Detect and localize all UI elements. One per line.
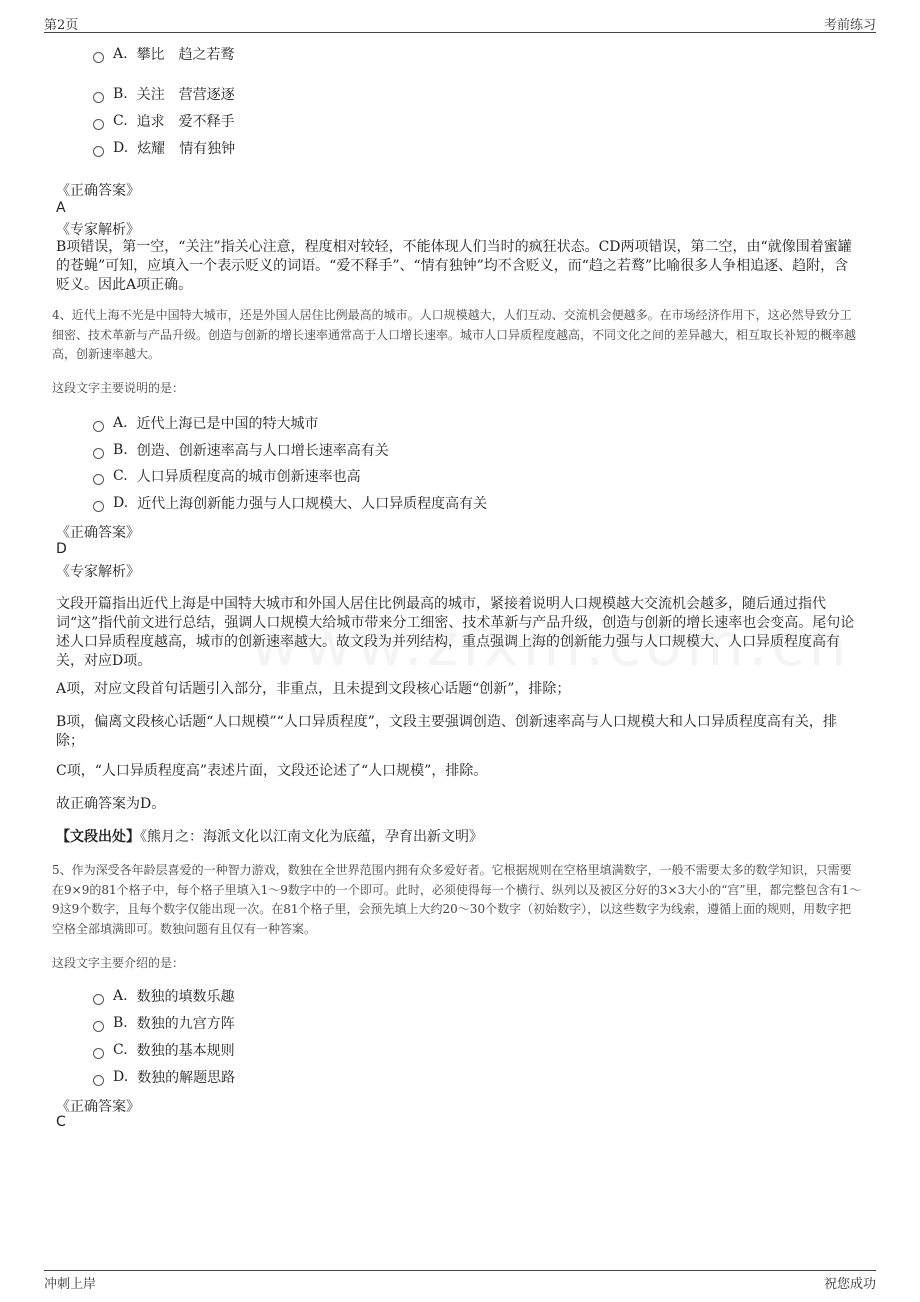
q4-option-d[interactable]: D. 近代上海创新能力强与人口规模大、人口异质程度高有关: [93, 493, 487, 513]
q4-analysis-p5: 故正确答案为D。: [56, 796, 166, 812]
q5-option-d[interactable]: D. 数独的解题思路: [93, 1067, 235, 1087]
q4-analysis-p3: B项，偏离文段核心话题“人口规模”“人口异质程度”，文段主要强调创造、创新速率高与人口规模大和人口异质程度高有关，排除；: [56, 714, 837, 749]
q4-answer: D: [56, 541, 67, 557]
q5-option-b[interactable]: B. 数独的九宫方阵: [93, 1013, 235, 1033]
q3-analysis: B项错误，第一空，“关注”指关心注意，程度相对较轻，不能体现人们当时的疯狂状态。CD两项错误，第二空，由“就像围着蜜罐的苍蝇”可知，应填入一个表示贬义的词语。“爱不释手”、“情有独钟”均不含贬义，而“趋之若鹜”比喻很多人争相追逐、趋附，含贬义。因此A项正确。: [56, 239, 852, 293]
q4-analysis-p2: A项，对应文段首句话题引入部分，非重点，且未提到文段核心话题“创新”，排除；: [56, 681, 571, 697]
q4-option-a[interactable]: A. 近代上海已是中国的特大城市: [93, 413, 319, 433]
q3-answer: A: [56, 200, 66, 216]
q4-source: [56, 828, 862, 847]
radio-icon[interactable]: [93, 994, 104, 1005]
radio-icon[interactable]: [93, 474, 104, 485]
q3-option-d[interactable]: D. 炫耀 情有独钟: [93, 138, 235, 158]
q4-answer-label: 《正确答案》: [56, 525, 140, 541]
q4-prompt: 这段文字主要说明的是：: [52, 381, 185, 395]
radio-icon[interactable]: [93, 119, 104, 130]
q5-option-a[interactable]: A. 数独的填数乐趣: [93, 986, 235, 1006]
q5-answer: C: [56, 1114, 66, 1130]
radio-icon[interactable]: [93, 92, 104, 103]
q4-analysis-label: 《专家解析》: [56, 564, 140, 580]
source-title: 《熊月之：海派文化以江南文化为底蕴，孕育出新文明》: [140, 829, 483, 845]
q5-answer-label: 《正确答案》: [56, 1099, 140, 1115]
radio-icon[interactable]: [93, 448, 104, 459]
q3-analysis-label: 《专家解析》: [56, 222, 140, 238]
radio-icon[interactable]: [93, 1021, 104, 1032]
radio-icon[interactable]: [93, 146, 104, 157]
footer-right: 祝您成功: [823, 1277, 876, 1292]
q3-option-b[interactable]: B. 关注 营营逐逐: [93, 84, 235, 104]
radio-icon[interactable]: [93, 501, 104, 512]
q4-option-c[interactable]: C. 人口异质程度高的城市创新速率也高: [93, 466, 361, 486]
q5-prompt: 这段文字主要介绍的是：: [52, 956, 185, 970]
header-title: 考前练习: [823, 18, 876, 33]
radio-icon[interactable]: [93, 1075, 104, 1086]
page-footer: [44, 1270, 876, 1293]
q3-answer-label: 《正确答案》: [56, 183, 140, 199]
q3-option-a[interactable]: A. 攀比 趋之若鹜: [93, 44, 235, 64]
q5-option-c[interactable]: C. 数独的基本规则: [93, 1040, 235, 1060]
footer-left: 冲刺上岸: [44, 1277, 97, 1292]
radio-icon[interactable]: [93, 1048, 104, 1059]
radio-icon[interactable]: [93, 52, 104, 63]
page-header: [44, 14, 876, 33]
q4-question-text: 4、近代上海不光是中国特大城市，还是外国人居住比例最高的城市。人口规模越大，人们互动、交流机会便越多。在市场经济作用下，这必然导致分工细密、技术革新与产品升级。创造与创新的增长速率通常高于人口增长速率。城市人口异质程度越高，不同文化之间的差异越大，相互取长补短的概率越高，创新速率越大。: [52, 308, 857, 361]
q4-analysis-p1: 文段开篇指出近代上海是中国特大城市和外国人居住比例最高的城市，紧接着说明人口规模越大交流机会越多，随后通过指代词“这”指代前文进行总结，强调人口规模大给城市带来分工细密、技术革新与产品升级，创造与创新的增长速率也会变高。尾句论述人口异质程度越高，城市的创新速率越大。故文段为并列结构，重点强调上海的创新能力强与人口规模大、人口异质程度高有关，对应D项。: [56, 596, 855, 669]
q3-option-c[interactable]: C. 追求 爱不释手: [93, 111, 235, 131]
radio-icon[interactable]: [93, 421, 104, 432]
source-label: 【文段出处】: [56, 829, 140, 845]
q4-option-b[interactable]: B. 创造、创新速率高与人口增长速率高有关: [93, 440, 389, 460]
page-number: 第2页: [44, 18, 79, 33]
q5-question-text: 5、作为深受各年龄层喜爱的一种智力游戏，数独在全世界范围内拥有众多爱好者。它根据规则在空格里填满数字，一般不需要太多的数学知识，只需要在9×9的81个格子中，每个格子里填入1～9数字中的一个即可。此时，必须使得每一个横行、纵列以及被区分好的3×3大小的“宫”里，都完整包含有1～9这9个数字，且每个数字仅能出现一次。在81个格子里，会预先填上大约20～30个数字（初始数字），以这些数字为线索，遵循上面的规则，用数字把空格全部填满即可。数独问题有且仅有一种答案。: [52, 863, 862, 936]
q4-analysis-p4: C项，“人口异质程度高”表述片面，文段还论述了“人口规模”，排除。: [56, 763, 488, 779]
